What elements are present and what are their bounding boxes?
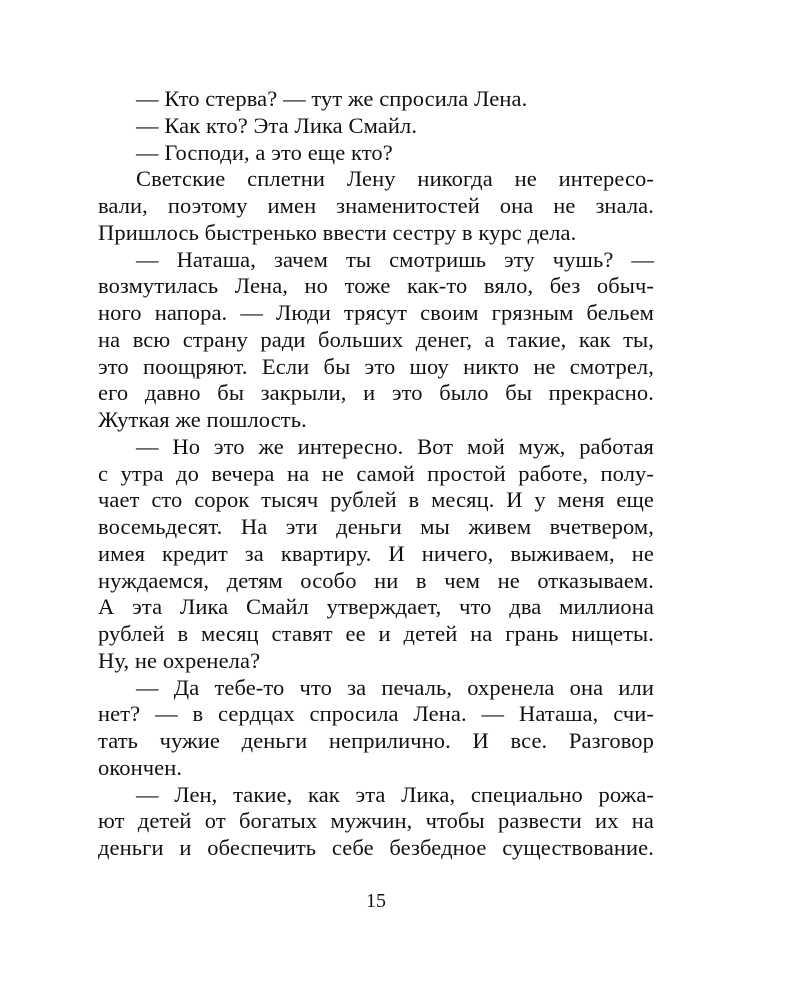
text-line: — Наташа, зачем ты смотришь эту чушь? — — [136, 246, 654, 272]
text-line: рублей в месяц ставят ее и детей на грань нищеты. — [98, 621, 654, 646]
text-line: — Кто стерва? — тут же спросила Лена. — [136, 86, 528, 111]
text-line: нуждаемся, детям особо ни в чем не отказываем. — [98, 567, 654, 593]
text-line: с утра до вечера на не самой простой работе, полу- — [98, 460, 654, 486]
text-line: возмутилась Лена, но тоже как-то вяло, без обыч- — [98, 273, 654, 299]
text-line: деньги и обеспечить себе безбедное существование. — [98, 835, 654, 860]
text-line: Жуткая же пошлость. — [98, 407, 307, 432]
text-line: Светские сплетни Лену никогда не интересо- — [136, 166, 654, 192]
text-line: тать чужие деньги неприлично. И все. Разговор — [98, 728, 654, 753]
body-text — [98, 86, 654, 862]
text-line: — Господи, а это еще кто? — [136, 139, 393, 165]
text-line: это поощряют. Если бы это шоу никто не смотрел, — [98, 353, 654, 379]
text-line: восемьдесят. На эти деньги мы живем вчетвером, — [98, 514, 654, 539]
text-line: А эта Лика Смайл утверждает, что два миллиона — [98, 594, 654, 620]
text-line: — Как кто? Эта Лика Смайл. — [136, 112, 418, 138]
text-line: на всю страну ради больших денег, а такие, как ты, — [98, 326, 654, 352]
text-line: — Лен, такие, как эта Лика, специально рожа- — [136, 781, 654, 807]
text-line: Ну, не охренела? — [98, 647, 261, 673]
text-line: ют детей от богатых мужчин, чтобы развести их на — [98, 808, 654, 834]
text-line: его давно бы закрыли, и это было бы прекрасно. — [98, 380, 654, 406]
text-line: чает сто сорок тысяч рублей в месяц. И у меня еще — [98, 487, 654, 513]
text-line: нет? — в сердцах спросила Лена. — Наташа, счи- — [98, 701, 654, 727]
text-line: — Да тебе-то что за печаль, охренела она или — [136, 674, 654, 700]
text-line: окончен. — [98, 754, 183, 780]
text-line: имея кредит за квартиру. И ничего, выживаем, не — [98, 540, 654, 566]
page-number: 15 — [366, 890, 386, 912]
text-line: — Но это же интересно. Вот мой муж, работая — [136, 433, 654, 459]
text-line: вали, поэтому имен знаменитостей она не знала. — [98, 193, 654, 218]
text-line: ного напора. — Люди трясут своим грязным бельем — [98, 300, 654, 325]
text-line: Пришлось быстренько ввести сестру в курс дела. — [98, 219, 577, 245]
